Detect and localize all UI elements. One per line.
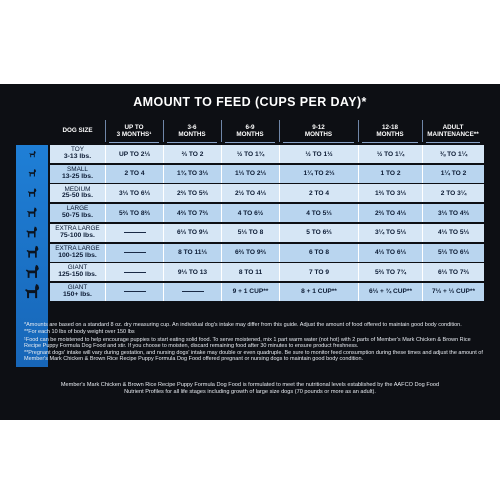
not-applicable-dash [182, 291, 204, 292]
table-row [50, 263, 484, 281]
dog-size-cell [50, 224, 105, 242]
dog-size-cell [50, 165, 105, 183]
table-row [50, 145, 484, 163]
dog-size-name: TOY [70, 146, 85, 154]
footnotes [24, 322, 484, 364]
amount-cell: 6⅔ TO 9⅔ [221, 244, 279, 262]
amount-cell: 6⅓ TO 9⅓ [163, 224, 221, 242]
not-applicable-dash [124, 232, 146, 233]
dog-size-weight: 75-100 lbs. [60, 231, 95, 239]
table-row [50, 244, 484, 262]
footnote: **Pregnant dogs' intake will vary during gestation, and nursing dogs' intake may double or even quadruple. Be sure to monitor feed consumption during these times and adjust the amount of Member's Mark Chicken & Brown Rice Recipe Puppy Formula Dog Food offered pregnant or nursing dogs to maintain good body condition. [24, 350, 483, 363]
amount-cell: 7 TO 9 [279, 263, 358, 281]
amount-cell: 2½ TO 4⅓ [221, 184, 279, 202]
amount-cell: 4⅔ TO 7⅔ [163, 204, 221, 222]
aafco-statement: Member's Mark Chicken & Brown Rice Recipe Puppy Formula Dog Food is formulated to meet the nutritional levels established by the AAFCO Dog Food Nutrient Profiles for all life stages including growth of large size dogs (70 pounds or more as an adult). [60, 382, 440, 395]
amount-cell: 5⅔ TO 7¾ [358, 263, 422, 281]
header-underline [362, 142, 418, 143]
amount-cell: 3¼ TO 5⅓ [358, 224, 422, 242]
dog-size-weight: 100-125 lbs. [58, 251, 97, 259]
dog-size-name: GIANT [67, 284, 88, 292]
amount-cell: UP TO 2⅓ [105, 145, 163, 163]
dog-silhouette-icon [25, 206, 39, 220]
amount-cell [163, 283, 221, 301]
header-underline [283, 142, 354, 143]
amount-cell [105, 263, 163, 281]
table-row [50, 204, 484, 222]
amount-cell: 9⅓ TO 13 [163, 263, 221, 281]
header-underline [167, 142, 217, 143]
amount-cell: 5⅓ TO 6⅓ [422, 244, 484, 262]
amount-cell: 3⅓ TO 4⅔ [422, 204, 484, 222]
amount-cell: 6 TO 8 [279, 244, 358, 262]
column-header-5: 12-18 MONTHS [376, 123, 404, 138]
dog-size-name: EXTRA LARGE [55, 225, 100, 232]
amount-cell: 2 TO 4 [279, 184, 358, 202]
table-row [50, 165, 484, 183]
amount-cell: ½ TO 1¾ [221, 145, 279, 163]
dog-silhouette-icon [24, 244, 41, 261]
dog-size-name: EXTRA LARGE [55, 244, 100, 252]
header-divider [105, 120, 106, 142]
dog-size-weight: 3-13 lbs. [63, 153, 92, 160]
header-underline [225, 142, 275, 143]
dog-size-weight: 25-50 lbs. [62, 192, 93, 200]
column-header-1: UP TO 3 MONTHS¹ [116, 123, 152, 138]
dog-size-weight: 50-75 lbs. [62, 212, 93, 220]
dog-size-weight: 13-25 lbs. [62, 172, 93, 180]
dog-size-name: MEDIUM [64, 185, 91, 193]
amount-cell: 6⅓ TO 7⅔ [422, 263, 484, 281]
dog-silhouette-icon [27, 168, 38, 179]
amount-cell: 4⅓ TO 5⅓ [422, 224, 484, 242]
dog-size-weight: 125-150 lbs. [58, 271, 97, 279]
amount-cell: 7⅓ + ⅓ CUP** [422, 283, 484, 301]
amount-cell [105, 283, 163, 301]
footnote: ¹Food can be moistened to help encourage puppies to start eating solid food. To serve moistened, mix 1 part warm water (not hot) with 2 parts of Member's Mark Chicken & Brown Rice Recipe Puppy Formula Dog Food and stir. If you choose to moisten, discard remaining food after 30 minutes to ensure product freshness. [24, 336, 471, 349]
dog-size-cell [50, 244, 105, 262]
column-header-4: 9-12 MONTHS [304, 123, 333, 138]
dog-size-cell [50, 145, 105, 163]
column-header-6: ADULT MAINTENANCE** [427, 123, 479, 138]
header-divider [422, 120, 423, 142]
column-header-2: 3-6 MONTHS [178, 123, 206, 138]
table-row [50, 224, 484, 242]
not-applicable-dash [124, 252, 146, 253]
dog-silhouette-icon [23, 263, 42, 282]
amount-cell: 2 TO 3¼ [422, 184, 484, 202]
amount-cell: ½ TO 1½ [279, 145, 358, 163]
chart-title: AMOUNT TO FEED (CUPS PER DAY)* [133, 95, 367, 109]
amount-cell: 1⅓ TO 2⅓ [221, 165, 279, 183]
amount-cell: 1 TO 2 [358, 165, 422, 183]
dog-size-cell [50, 184, 105, 202]
dog-size-name: LARGE [66, 205, 89, 213]
dog-size-cell [50, 283, 105, 301]
header-underline [426, 142, 480, 143]
amount-cell: 5⅔ TO 8⅔ [105, 204, 163, 222]
header-divider [221, 120, 222, 142]
amount-cell: 8 TO 11⅓ [163, 244, 221, 262]
amount-cell: 2⅔ TO 4⅓ [358, 204, 422, 222]
feeding-chart-panel [0, 84, 500, 420]
footnote: **For each 10 lbs of body weight over 150 lbs [24, 329, 135, 336]
column-header-0: DOG SIZE [62, 127, 93, 135]
amount-cell [105, 224, 163, 242]
amount-cell: 6⅓ + ¾ CUP** [358, 283, 422, 301]
footnote: *Amounts are based on a standard 8 oz. dry measuring cup. An individual dog's intake may differ from this guide. Adjust the amount of food offered to maintain good body condition. [24, 322, 462, 328]
dog-size-name: GIANT [67, 264, 88, 272]
amount-cell: 4 TO 6½ [221, 204, 279, 222]
amount-cell: 5 TO 6⅔ [279, 224, 358, 242]
header-underline [109, 142, 159, 143]
header-divider [279, 120, 280, 142]
amount-cell: 4 TO 5⅓ [279, 204, 358, 222]
amount-cell: 4⅓ TO 6⅓ [358, 244, 422, 262]
amount-cell: ½ TO 1¼ [358, 145, 422, 163]
amount-cell: 8 TO 11 [221, 263, 279, 281]
dog-size-cell [50, 204, 105, 222]
column-header-3: 6-9 MONTHS [236, 123, 264, 138]
amount-cell [105, 244, 163, 262]
amount-cell: 9 + 1 CUP** [221, 283, 279, 301]
dog-silhouette-icon [24, 225, 39, 240]
amount-cell: 1¼ TO 2⅓ [279, 165, 358, 183]
amount-cell: 5⅓ TO 8 [221, 224, 279, 242]
amount-cell: 2⅔ TO 5⅔ [163, 184, 221, 202]
dog-size-weight: 150+ lbs. [63, 290, 92, 298]
amount-cell: 2 TO 4 [105, 165, 163, 183]
table-row [50, 283, 484, 301]
amount-cell: 1¼ TO 2 [422, 165, 484, 183]
dog-silhouette-icon [22, 282, 42, 302]
dog-size-cell [50, 263, 105, 281]
dog-size-name: SMALL [67, 165, 88, 173]
table-row [50, 184, 484, 202]
amount-cell: 8 + 1 CUP** [279, 283, 358, 301]
header-divider [358, 120, 359, 142]
dog-silhouette-icon [28, 150, 37, 159]
dog-silhouette-icon [26, 187, 38, 199]
amount-cell: 3⅓ TO 6⅓ [105, 184, 163, 202]
amount-cell: ⅜ TO 1¼ [422, 145, 484, 163]
not-applicable-dash [124, 291, 146, 292]
amount-cell: 1¾ TO 3⅓ [163, 165, 221, 183]
not-applicable-dash [124, 272, 146, 273]
header-divider [163, 120, 164, 142]
amount-cell: 1⅔ TO 3⅓ [358, 184, 422, 202]
amount-cell: ⅔ TO 2 [163, 145, 221, 163]
